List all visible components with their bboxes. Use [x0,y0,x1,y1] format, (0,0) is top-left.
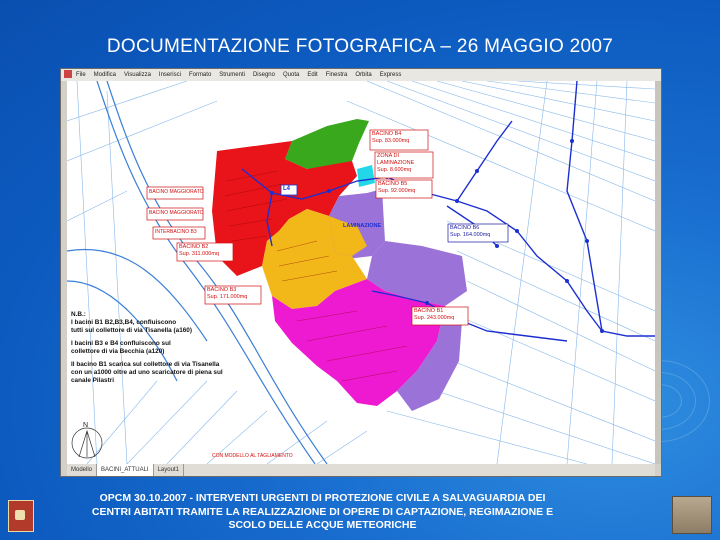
basin-b2-area: Sup. 311.000mq [179,251,219,257]
basin-b1-title: BACINO B1 [414,308,444,314]
left-tag-3: INTERBACINO B3 [155,229,197,235]
cad-screenshot-window [60,68,662,477]
menu-formato[interactable]: Formato [188,72,212,78]
left-tag-1: BACINO MAGGIORATO [149,189,204,195]
basin-b2-title: BACINO B2 [179,244,209,250]
emblem-logo [8,500,34,532]
basin-b1-label [414,308,454,322]
basin-b5-area: Sup. 92.000mq [378,188,416,194]
bottom-map-label: CON MODELLO AL TAGLIAMENTO [212,453,293,459]
basin-b3-label [207,287,247,301]
emblem-inner [15,510,25,520]
caption-line-2: CENTRI ABITATI TRAMITE LA REALIZZAZIONE DI OPERE DI CAPTAZIONE, REGIMAZIONE E [91,505,554,518]
basin-b3-title: BACINO B3 [207,287,237,293]
caption-line-3: SCOLO DELLE ACQUE METEORICHE [228,519,417,531]
vertical-scrollbar[interactable] [655,81,661,464]
menu-visualizza[interactable]: Visualizza [124,72,151,78]
layout-tab-bar [67,464,655,476]
basin-b5-label [378,181,415,195]
basin-b3-area: Sup. 171.000mq [207,294,248,300]
laminazione-title: ZONA DI [377,153,400,159]
menu-edit[interactable]: Edit [307,72,318,78]
north-letter: N [83,422,89,429]
map-svg [67,81,655,464]
menu-express[interactable]: Express [379,72,402,78]
basin-b4-green[interactable] [285,119,369,169]
laminazione-label [377,153,414,174]
menu-bar [61,69,661,81]
laminazione-marker: LAMINAZIONE [343,223,382,229]
note-line: tutti sul collettore di via Tisanella (a160) [71,327,192,334]
basin-cyan-laminazione[interactable] [357,165,375,187]
slide-title: DOCUMENTAZIONE FOTOGRAFICA – 26 MAGGIO 2007 [106,36,614,57]
basin-b6-area: Sup. 164.000mq [450,232,491,238]
menu-quota[interactable]: Quota [282,72,300,78]
left-tag-2: BACINO MAGGIORATO [149,210,204,216]
note-line: Il bacino B1 scarica sul collettore di via Tisanella [71,361,220,368]
basin-b6-label [450,225,490,239]
note-line: canale Pilastri [71,377,114,384]
menu-modifica[interactable]: Modifica [93,72,117,78]
note-line: I bacini B1 B2,B3,B4, confluiscono [71,319,177,326]
note-line: N.B.: [71,311,86,318]
app-icon [64,70,72,78]
basin-b4-area: Sup. 83.000mq [372,138,410,144]
menu-file[interactable]: File [76,72,86,78]
menu-orbita[interactable]: Orbita [355,72,372,78]
laminazione-area: Sup. 8.600mq [377,167,412,173]
laminazione-sub: LAMINAZIONE [377,160,415,166]
basin-b5-title: BACINO B5 [378,181,408,187]
map-canvas[interactable] [67,81,655,464]
caption-line-1: OPCM 30.10.2007 - INTERVENTI URGENTI DI PROTEZIONE CIVILE A SALVAGUARDIA DEI [99,492,546,504]
menu-inserisci[interactable]: Inserisci [158,72,181,78]
menu-disegno[interactable]: Disegno [252,72,275,78]
note-line: con un a1000 oltre ad uno scaricatore di piena sul [71,369,223,376]
tab-layout1[interactable]: Layout1 [154,464,184,476]
tab-bacini-attuali[interactable]: BACINI_ATTUALI [97,464,154,476]
photo-thumbnail [672,496,712,534]
menu-finestra[interactable]: Finestra [325,72,348,78]
basin-b2-label [179,244,219,258]
notes-block [71,311,223,385]
menu-strumenti[interactable]: Strumenti [219,72,245,78]
note-line: collettore di via Becchia (a120) [71,348,165,355]
north-arrow [72,428,102,458]
basin-b4-title: BACINO B4 [372,131,402,137]
note-line: I bacini B3 e B4 confluiscono sul [71,340,171,347]
basin-b1-area: Sup. 243.000mq [414,315,455,321]
l4-label: L4 [283,186,291,192]
slide-caption [40,492,605,533]
basin-b4-label [372,131,409,145]
basin-b6-title: BACINO B6 [450,225,480,231]
tab-modello[interactable]: Modello [67,464,97,476]
